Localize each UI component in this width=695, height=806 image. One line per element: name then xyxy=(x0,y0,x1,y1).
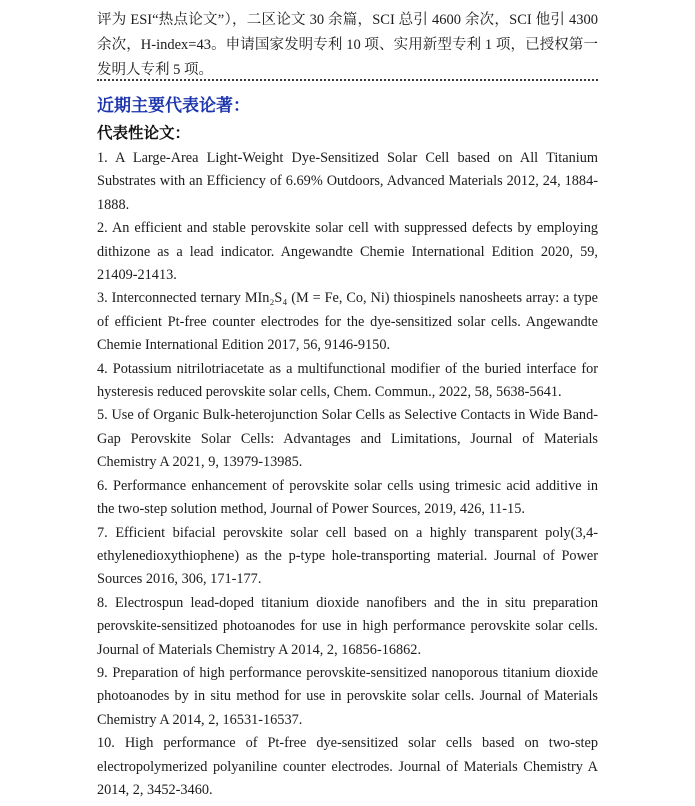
publication-item: 4. Potassium nitrilotriacetate as a multifunctional modifier of the buried interface for hysteresis reduced perovskite solar cells, Chem. Commun., 2022, 58, 5638-5641. xyxy=(97,360,598,401)
publication-item: 10. High performance of Pt-free dye-sensitized solar cells based on two-step electropolymerized polyaniline counter electrodes. Journal of Materials Chemistry A 2014, 2, 3452-3460. xyxy=(97,735,598,798)
subsection-heading: 代表性论文： xyxy=(97,125,191,142)
publication-item: 1. A Large-Area Light-Weight Dye-Sensitized Solar Cell based on All Titanium Substrates with an Efficiency of 6.69% Outdoors, Advanced Materials 2012, 24, 1884-1888. xyxy=(97,150,598,213)
section-heading: 近期主要代表论著： xyxy=(97,96,250,115)
publication-item: 6. Performance enhancement of perovskite solar cells using trimesic acid additive in the two-step solution method, Journal of Power Sources, 2019, 426, 11-15. xyxy=(97,477,598,518)
publication-item: 5. Use of Organic Bulk-heterojunction Solar Cells as Selective Contacts in Wide Band-Gap Perovskite Solar Cells: Advantages and Limitations, Journal of Materials Chemistry A 2021, 9, 13979-13985. xyxy=(97,407,598,471)
publication-item: 3. Interconnected ternary MIn₂S₄ (M = Fe, Co, Ni) thiospinels nanosheets array: a type of efficient Pt-free counter electrodes for the dye-sensitized solar cells. Angewandte Chemie International Edition 2017, 56, 9146-9150. xyxy=(97,290,598,354)
publication-item: 9. Preparation of high performance perovskite-sensitized nanoporous titanium dioxide photoanodes by in situ method for use in perovskite solar cells. Journal of Materials Chemistry A 2014, 2, 16531-16537. xyxy=(97,664,598,728)
publications-list xyxy=(97,147,598,802)
publication-item: 8. Electrospun lead-doped titanium dioxide nanofibers and the in situ preparation perovskite-sensitized photoanodes for use in high performance perovskite solar cells. Journal of Materials Chemistry A 2014, 2, 16856-16862. xyxy=(97,594,598,658)
publication-item: 7. Efficient bifacial perovskite solar cell based on a highly transparent poly(3,4-ethylenedioxythiophene) as the p-type hole-transporting material. Journal of Power Sources 2016, 306, 171-177. xyxy=(97,524,598,588)
publication-item: 2. An efficient and stable perovskite solar cell with suppressed defects by employing dithizone as a lead indicator. Angewandte Chemie International Edition 2020, 59, 21409-21413. xyxy=(97,220,598,284)
intro-paragraph: 评为 ESI“热点论文”），二区论文 30 余篇，SCI 总引 4600 余次，SCI 他引 4300 余次，H-index=43。申请国家发明专利 10 项、实用新型专利 1 项，已授权第一发明人专利 5 项。 xyxy=(97,12,598,78)
document-content xyxy=(97,0,598,802)
